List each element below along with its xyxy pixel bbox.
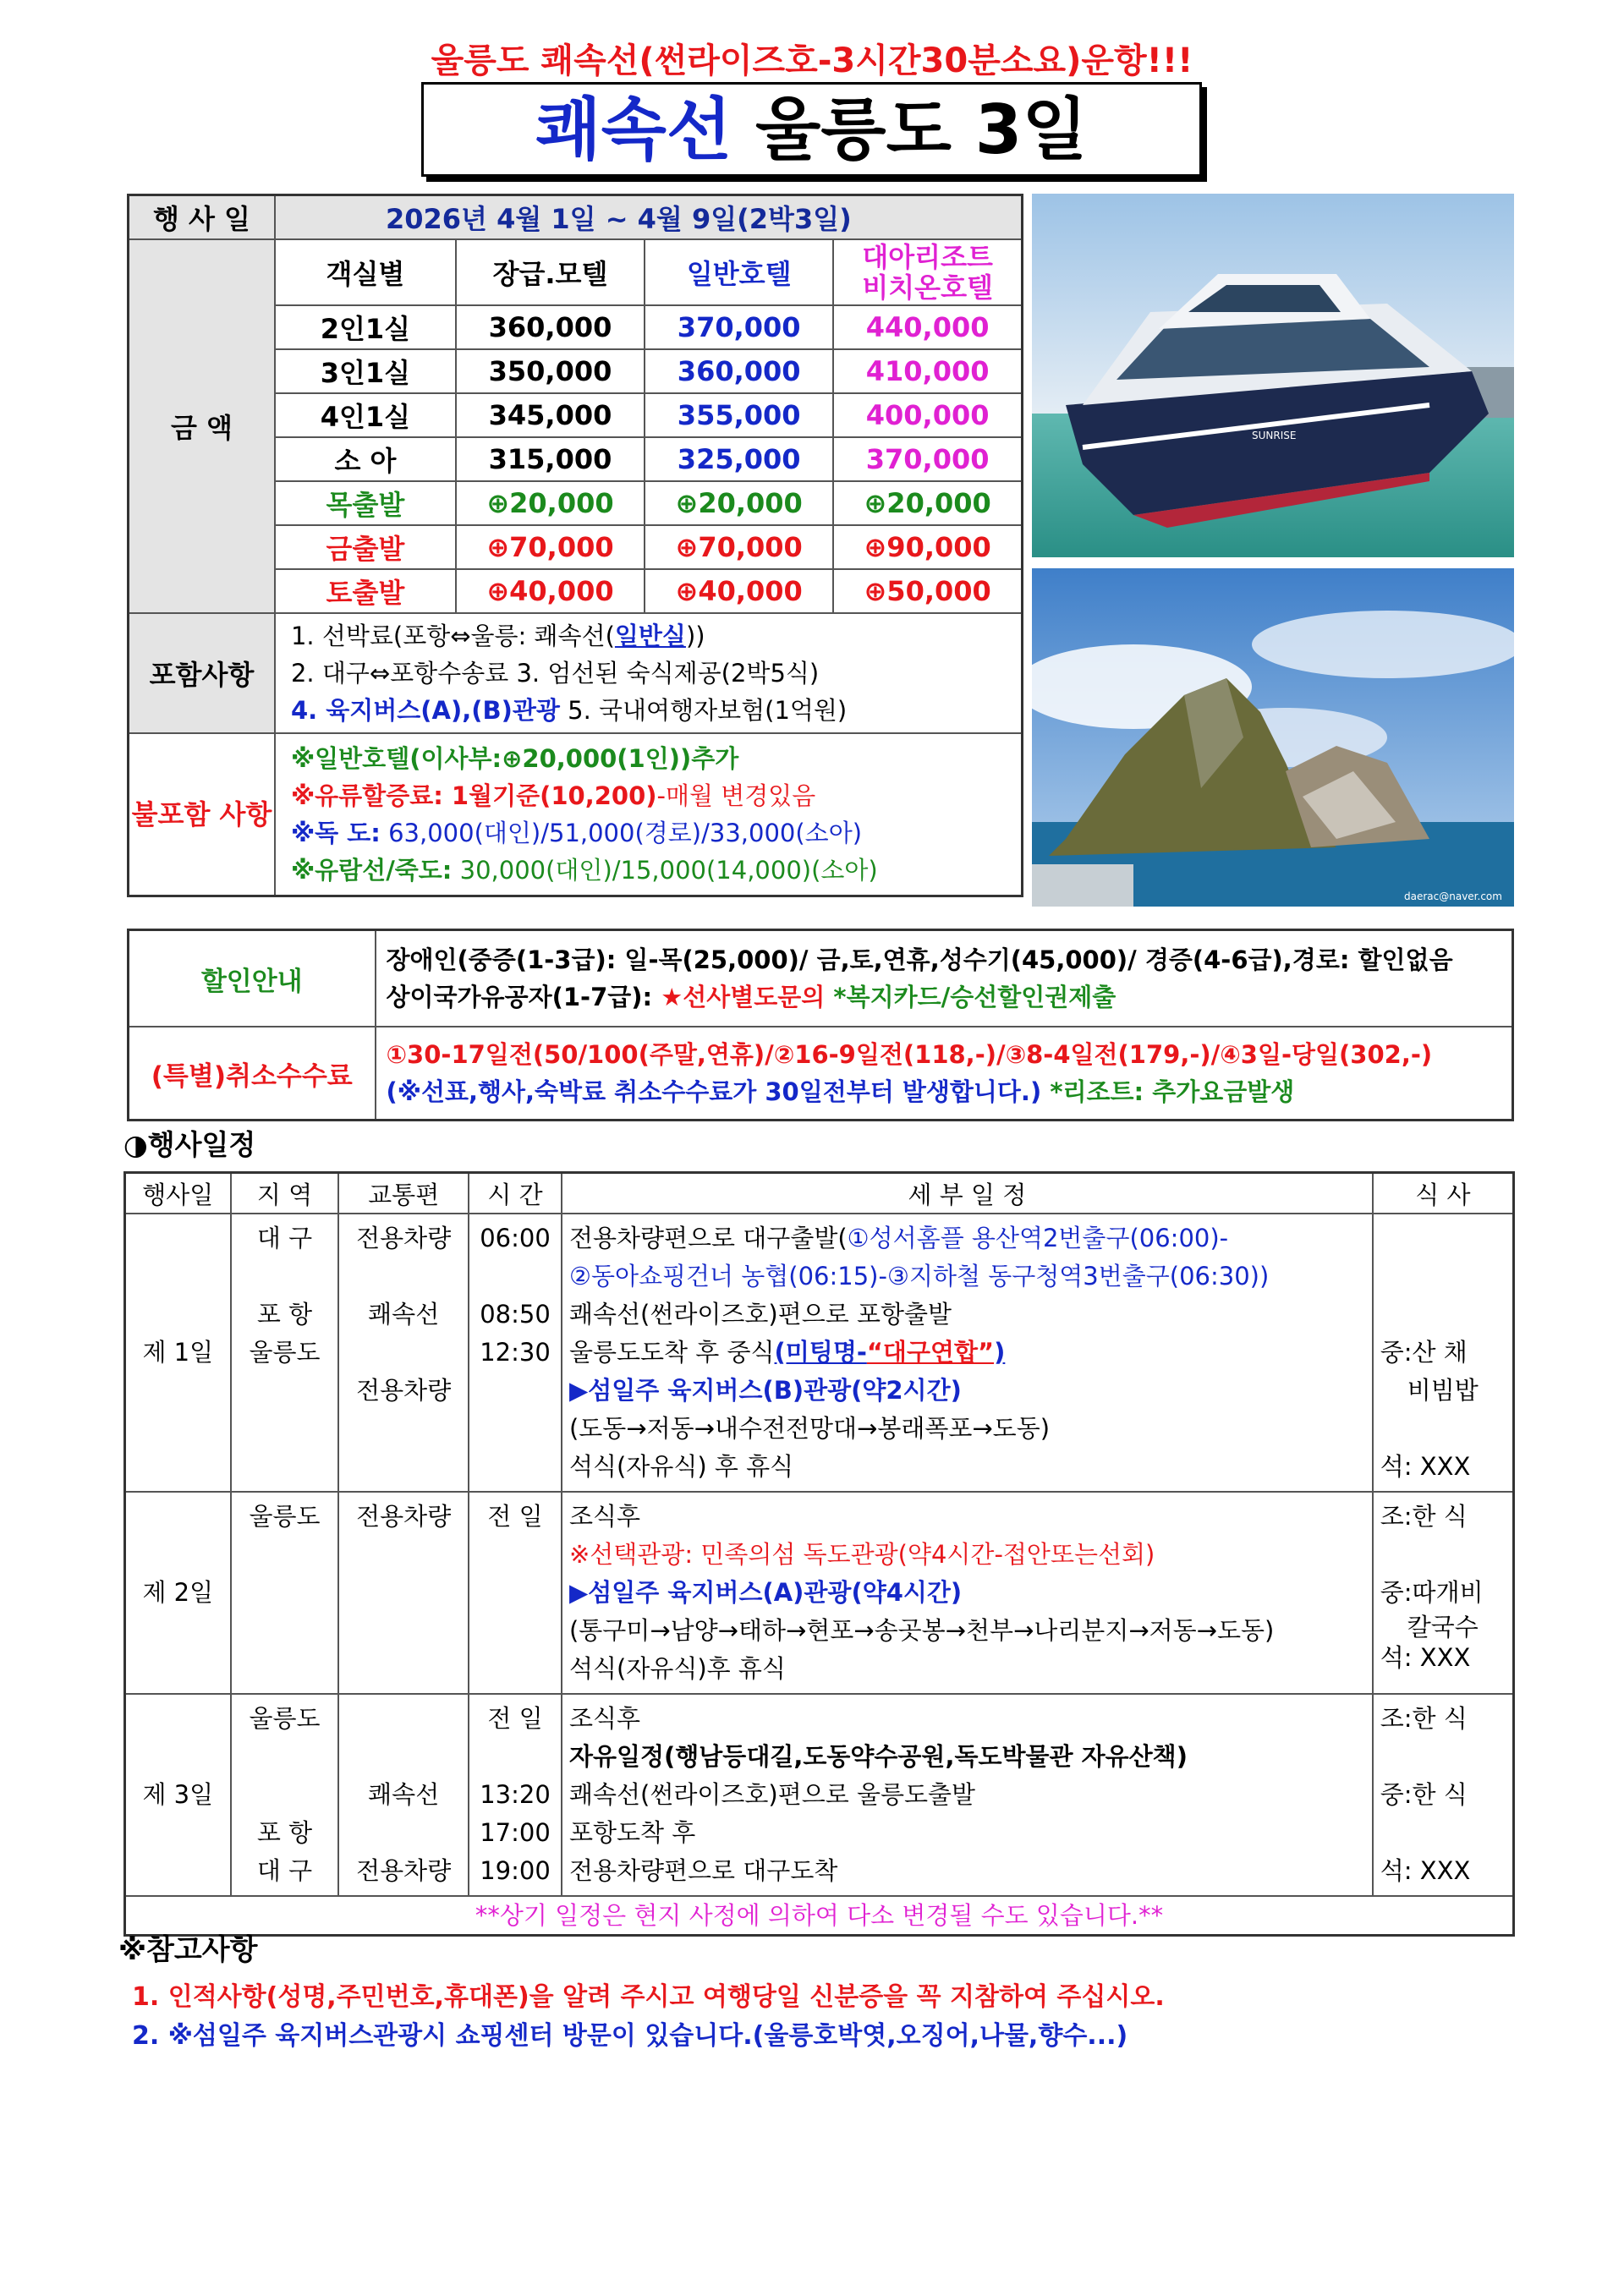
cancel-label: (특별)취소수수료 (129, 1027, 376, 1121)
note-1: 1. 인적사항(성명,주민번호,휴대폰)을 알려 주시고 여행당일 신분증을 꼭 지참하여 주십시오. (132, 1982, 1165, 2012)
meal: 석: XXX (1380, 1856, 1471, 1885)
discount-line-1: 장애인(중증(1-3급): 일-목(25,000)/ 금,토,연휴,성수기(45,000)/ 경증(4-6급),경로: 할인없음 (386, 945, 1453, 974)
row-label: 3인1실 (275, 349, 456, 393)
region: 포 항 (256, 1818, 313, 1847)
transport: 쾌속선 (368, 1780, 440, 1809)
price-resort: 410,000 (833, 349, 1022, 393)
price-hotel: 360,000 (645, 349, 833, 393)
discount-table (127, 929, 1514, 1121)
meal: 중:한 식 (1380, 1780, 1468, 1809)
transport (346, 1334, 461, 1372)
cancel-2a: (※선표,행사,숙박료 취소수수료가 30일전부터 발생합니다.) (386, 1077, 1042, 1106)
optional-tour: ※선택관광: 민족의섬 독도관광(약4시간-접안또는선회) (568, 1540, 1155, 1569)
discount-2c: *복지카드/승선할인권제출 (825, 983, 1116, 1011)
schedule-day-2 (125, 1492, 1514, 1694)
price-resort: 400,000 (833, 393, 1022, 437)
detail: ▶섬일주 육지버스(B)관광(약2시간) (568, 1376, 962, 1405)
meal: 중:산 채 (1380, 1338, 1468, 1367)
region: 대 구 (256, 1224, 313, 1252)
region: 울릉도 (231, 1492, 339, 1694)
transport: 전용차량 (356, 1856, 452, 1885)
time: 13:20 (480, 1780, 551, 1809)
region: 울릉도 (249, 1338, 321, 1367)
col-header-room: 객실별 (275, 239, 456, 305)
included-1c: )) (685, 622, 705, 650)
col-header-time: 시 간 (469, 1173, 562, 1214)
notes-heading: ※참고사항 (118, 1933, 258, 1967)
time: 전 일 (487, 1704, 543, 1733)
cancel-line-2 (387, 1073, 1502, 1110)
resort-name: 대아리조트 (862, 241, 993, 273)
excluded-3b: 63,000(대인)/51,000(경로)/33,000(소아) (380, 819, 863, 847)
col-header-detail: 세 부 일 정 (562, 1173, 1373, 1214)
detail: (도동→저동→내수전전망대→봉래폭포→도동) (568, 1414, 1051, 1443)
row-label: 목출발 (275, 481, 456, 525)
row-label: 금출발 (275, 525, 456, 569)
discount-2b: ★선사별도문의 (661, 983, 826, 1011)
excluded-label: 불포함 사항 (129, 733, 275, 896)
transport (346, 1258, 461, 1296)
meal: 비빔밥 (1407, 1376, 1479, 1405)
cancel-2b: *리조트: 추가요금발생 (1041, 1077, 1295, 1106)
excluded-3a: ※독 도: (290, 819, 381, 847)
detail: 전용차량편으로 대구출발( (568, 1224, 848, 1252)
included-label: 포함사항 (129, 613, 275, 733)
page-subtitle: 울릉도 쾌속선(썬라이즈호-3시간30분소요)운항!!! (431, 41, 1193, 80)
detail: (통구미→남양→태하→현포→송곳봉→천부→나리분지→저동→도동) (568, 1616, 1275, 1645)
cancel-info (376, 1027, 1513, 1121)
day-meals (1373, 1492, 1514, 1694)
meal: 조:한 식 (1380, 1704, 1468, 1733)
meal: 조:한 식 (1380, 1502, 1468, 1531)
day-times (469, 1214, 562, 1492)
col-header-hotel: 일반호텔 (645, 239, 833, 305)
col-header-day: 행사일 (125, 1173, 231, 1214)
surcharge-resort: ⊕50,000 (833, 569, 1022, 613)
price-hotel: 370,000 (645, 305, 833, 349)
detail: 포항도착 후 (568, 1818, 696, 1847)
note-2: 2. ※섬일주 육지버스관광시 쇼핑센터 방문이 있습니다.(울릉호박엿,오징어,나물,향수...) (132, 2021, 1128, 2051)
excluded-line-4 (291, 852, 1006, 889)
surcharge-resort: ⊕90,000 (833, 525, 1022, 569)
excluded-line-3 (291, 814, 1006, 852)
excluded-line-1: ※일반호텔(이사부:⊕20,000(1인))추가 (290, 744, 739, 773)
detail: 자유일정(행남등대길,도동약수공원,독도박물관 자유산책) (568, 1742, 1188, 1771)
detail: (미팅명- (774, 1338, 867, 1367)
region (239, 1258, 332, 1296)
region: 울릉도 (249, 1704, 321, 1733)
row-label: 토출발 (275, 569, 456, 613)
excluded-line-2 (291, 777, 1006, 814)
included-3b: 5. 국내여행자보험(1억원) (559, 696, 848, 725)
row-label: 4인1실 (275, 393, 456, 437)
discount-label: 할인안내 (129, 930, 376, 1027)
excluded-4a: ※유람선/죽도: (290, 856, 453, 885)
detail: 전용차량편으로 대구도착 (568, 1856, 838, 1885)
discount-info (376, 930, 1513, 1027)
day-meals (1373, 1214, 1514, 1492)
day-regions (231, 1214, 339, 1492)
excluded-4b: 30,000(대인)/15,000(14,000)(소아) (452, 856, 878, 885)
surcharge-hotel: ⊕40,000 (645, 569, 833, 613)
dokdo-photo (1032, 568, 1514, 907)
discount-2a: 상이국가유공자(1-7급): (386, 983, 661, 1011)
surcharge-motel: ⊕70,000 (456, 525, 645, 569)
day-transport (338, 1694, 469, 1896)
detail: 조식후 (568, 1704, 641, 1733)
transport: 전용차량 (356, 1224, 452, 1252)
surcharge-resort: ⊕20,000 (833, 481, 1022, 525)
cancel-line-1: ①30-17일전(50/100(주말,연휴)/②16-9일전(118,-)/③8-4일전(179,-)/④3일-당일(302,-) (386, 1040, 1433, 1069)
day-label: 제 2일 (125, 1492, 231, 1694)
time: 19:00 (480, 1856, 551, 1885)
page-title (421, 82, 1202, 177)
day-details (562, 1492, 1373, 1694)
time: 17:00 (480, 1818, 551, 1847)
price-hotel: 355,000 (645, 393, 833, 437)
detail: ②동아쇼핑건너 농협(06:15)-③지하철 동구청역3번출구(06:30)) (568, 1262, 1270, 1290)
included-list (275, 613, 1023, 733)
excluded-2b: -매월 변경있음 (656, 781, 816, 810)
time: 12:30 (480, 1338, 551, 1367)
ferry-photo (1032, 194, 1514, 557)
price-motel: 360,000 (456, 305, 645, 349)
detail: 쾌속선(썬라이즈호)편으로 울릉도출발 (568, 1780, 976, 1809)
excluded-2a: ※유류할증료: 1월기준(10,200) (290, 781, 657, 810)
surcharge-motel: ⊕40,000 (456, 569, 645, 613)
amount-label: 금 액 (129, 239, 275, 613)
detail: ▶섬일주 육지버스(A)관광(약4시간) (568, 1578, 963, 1607)
time: 전 일 (469, 1492, 562, 1694)
schedule-footnote: **상기 일정은 현지 사정에 의하여 다소 변경될 수도 있습니다.** (125, 1896, 1514, 1936)
title-word-ferry: 쾌속선 (535, 90, 732, 169)
price-motel: 315,000 (456, 437, 645, 481)
row-label: 소 아 (275, 437, 456, 481)
col-header-motel: 장급.모텔 (456, 239, 645, 305)
transport: 전용차량 (338, 1492, 469, 1694)
price-motel: 350,000 (456, 349, 645, 393)
detail: 쾌속선(썬라이즈호)편으로 포항출발 (568, 1300, 952, 1329)
row-label: 2인1실 (275, 305, 456, 349)
day-regions (231, 1694, 339, 1896)
price-resort: 440,000 (833, 305, 1022, 349)
detail: 석식(자유식)후 휴식 (568, 1654, 786, 1683)
detail: 울릉도도착 후 중식 (568, 1338, 775, 1367)
included-line-3 (291, 692, 1006, 729)
time (476, 1258, 554, 1296)
schedule-day-1 (125, 1214, 1514, 1492)
beach-hotel-name: 비치온호텔 (862, 271, 993, 304)
surcharge-motel: ⊕20,000 (456, 481, 645, 525)
col-header-resort (833, 239, 1022, 305)
meal: 석: XXX (1380, 1643, 1471, 1672)
transport: 쾌속선 (368, 1300, 440, 1329)
transport: 전용차량 (356, 1376, 452, 1405)
schedule-table (123, 1171, 1515, 1937)
meal: 중:따개비 (1380, 1578, 1484, 1607)
detail: 조식후 (568, 1502, 641, 1531)
col-header-region: 지 역 (231, 1173, 339, 1214)
ship-name: SUNRISE (1252, 430, 1297, 441)
day-times (469, 1694, 562, 1896)
day-meals (1373, 1694, 1514, 1896)
included-1b: 일반실 (614, 622, 686, 650)
time: 08:50 (480, 1300, 551, 1329)
detail: 석식(자유식) 후 휴식 (568, 1452, 794, 1481)
day-transport (338, 1214, 469, 1492)
price-resort: 370,000 (833, 437, 1022, 481)
price-table (127, 194, 1023, 897)
included-line-2: 2. 대구⇔포항수송료 3. 엄선된 숙식제공(2박5식) (290, 659, 820, 688)
surcharge-hotel: ⊕20,000 (645, 481, 833, 525)
date-value: 2026년 4월 1일 ~ 4월 9일(2박3일) (275, 195, 1023, 240)
excluded-list (275, 733, 1023, 896)
region: 대 구 (256, 1856, 313, 1885)
meal: 석: XXX (1380, 1452, 1471, 1481)
day-details (562, 1214, 1373, 1492)
schedule-day-3 (125, 1694, 1514, 1896)
time: 06:00 (480, 1224, 551, 1252)
discount-line-2 (387, 978, 1502, 1016)
detail: ) (994, 1338, 1006, 1367)
photo-credit: daerac@naver.com (1404, 890, 1502, 902)
day-details (562, 1694, 1373, 1896)
schedule-heading: ◑행사일정 (123, 1128, 256, 1161)
title-word-rest: 울릉도 3일 (732, 90, 1088, 169)
meeting-name: “대구연합” (866, 1338, 995, 1367)
col-header-meal: 식 사 (1373, 1173, 1514, 1214)
included-3a: 4. 육지버스(A),(B)관광 (290, 696, 560, 725)
region: 포 항 (256, 1300, 313, 1329)
surcharge-hotel: ⊕70,000 (645, 525, 833, 569)
col-header-transport: 교통편 (338, 1173, 469, 1214)
meal: 칼국수 (1407, 1613, 1479, 1641)
date-label: 행 사 일 (129, 195, 275, 240)
day-label: 제 3일 (125, 1694, 231, 1896)
included-line-1 (291, 617, 1006, 655)
included-1a: 1. 선박료(포항⇔울릉: 쾌속선( (290, 622, 615, 650)
price-hotel: 325,000 (645, 437, 833, 481)
day-label: 제 1일 (125, 1214, 231, 1492)
detail: ①성서홈플 용산역2번출구(06:00)- (847, 1224, 1229, 1252)
price-motel: 345,000 (456, 393, 645, 437)
